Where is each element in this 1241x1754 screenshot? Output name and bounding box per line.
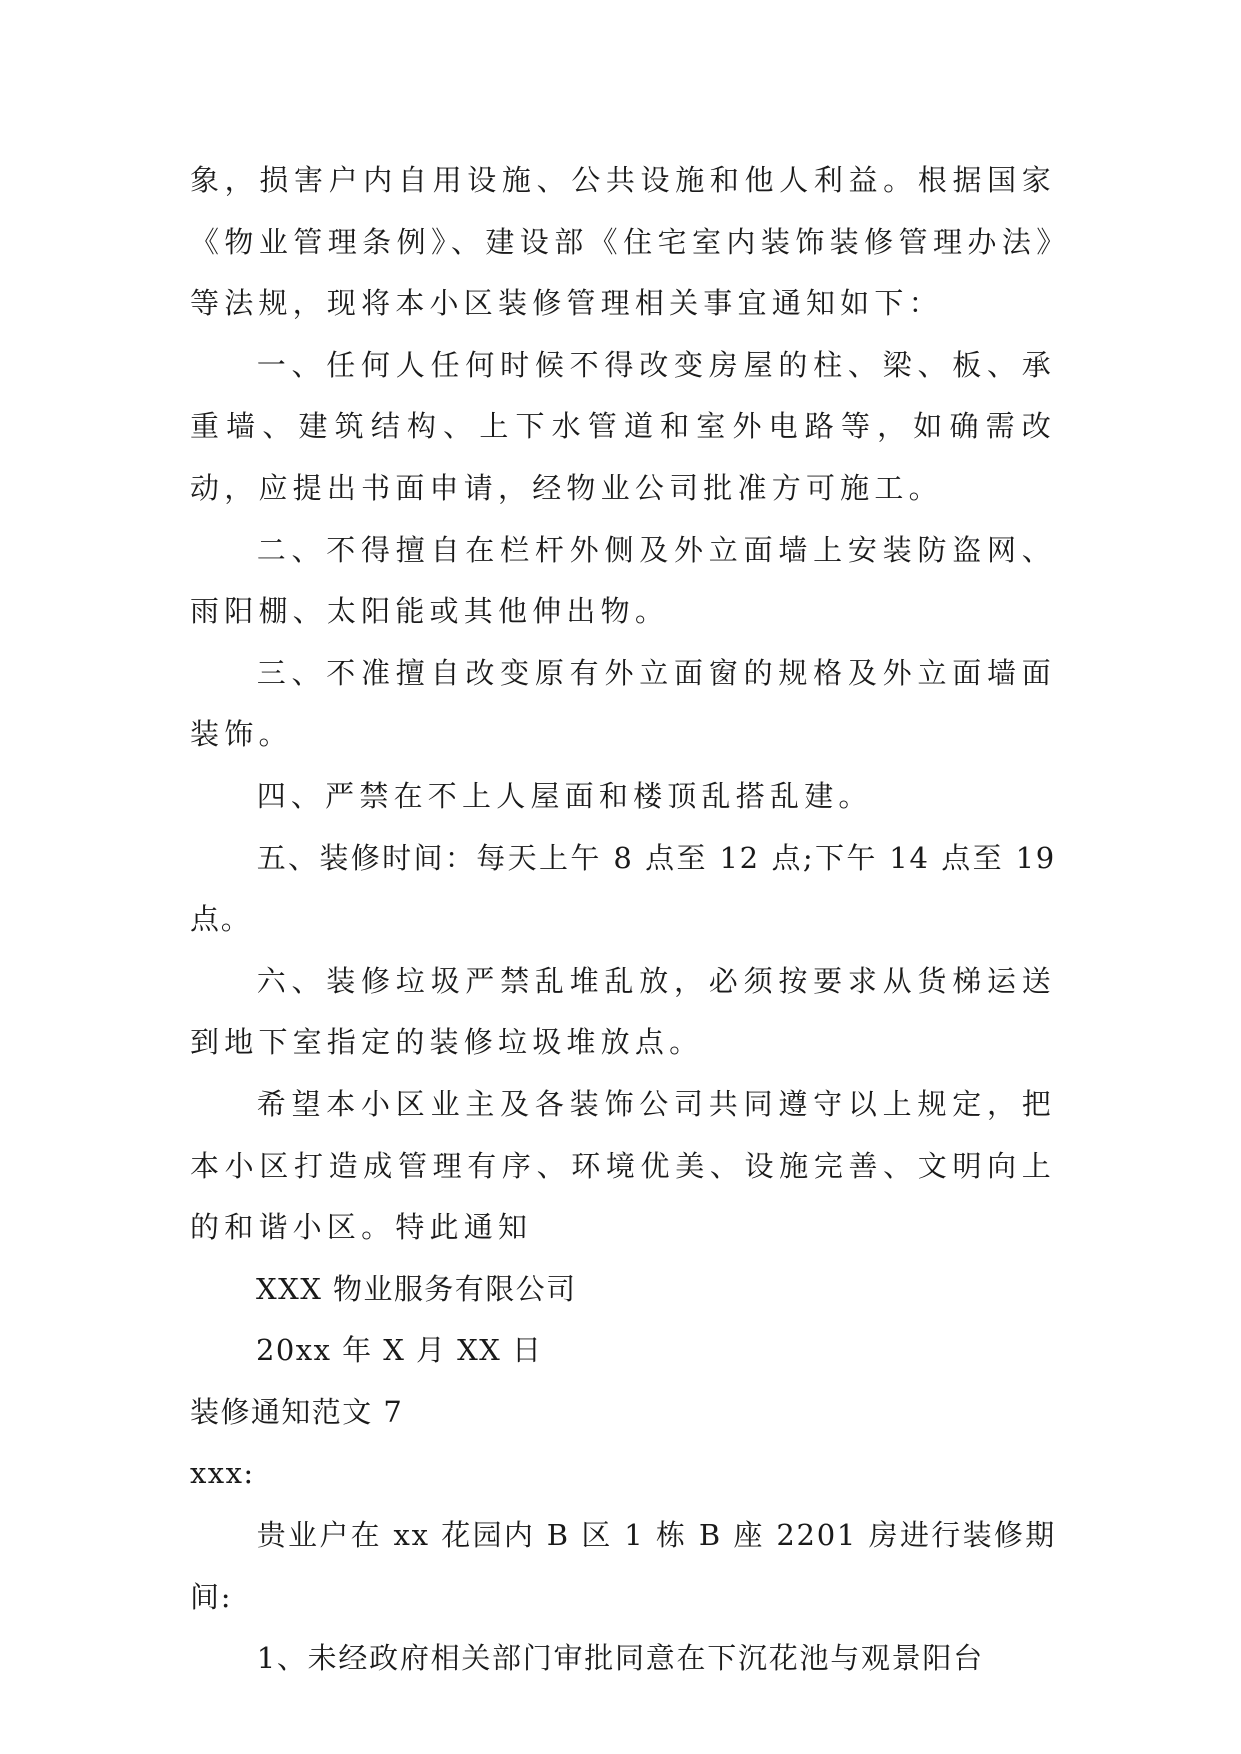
signature-date: 20xx 年 X 月 XX 日: [256, 1333, 543, 1368]
salutation: xxx:: [190, 1456, 255, 1491]
section-heading: 装修通知范文 7: [190, 1394, 404, 1429]
document-body: [190, 150, 1056, 1690]
paragraph-closing: 希望本小区业主及各装饰公司共同遵守以上规定，把本小区打造成管理有序、环境优美、设施完善、文明向上的和谐小区。特此通知: [190, 1086, 1056, 1245]
paragraph-rule-5: 五、装修时间：每天上午 8 点至 12 点;下午 14 点至 19 点。: [190, 840, 1056, 937]
paragraph-rule-1: 一、任何人任何时候不得改变房屋的柱、梁、板、承重墙、建筑结构、上下水管道和室外电路等，如确需改动，应提出书面申请，经物业公司批准方可施工。: [190, 347, 1056, 505]
paragraph-rule-2: 二、不得擅自在栏杆外侧及外立面墙上安装防盗网、雨阳棚、太阳能或其他伸出物。: [190, 532, 1056, 629]
paragraph-notice-item-1: 1、未经政府相关部门审批同意在下沉花池与观景阳台: [256, 1641, 984, 1676]
signature-company: XXX 物业服务有限公司: [256, 1271, 577, 1306]
paragraph-rule-6: 六、装修垃圾严禁乱堆乱放，必须按要求从货梯运送到地下室指定的装修垃圾堆放点。: [190, 963, 1056, 1060]
paragraph-notice-intro: 贵业户在 xx 花园内 B 区 1 栋 B 座 2201 房进行装修期间:: [190, 1518, 1056, 1614]
paragraph-rule-4: 四、严禁在不上人屋面和楼顶乱搭乱建。: [256, 778, 873, 813]
paragraph-intro: 象，损害户内自用设施、公共设施和他人利益。根据国家《物业管理条例》、建设部《住宅室内装饰装修管理办法》等法规，现将本小区装修管理相关事宜通知如下：: [190, 163, 1056, 321]
paragraph-rule-3: 三、不准擅自改变原有外立面窗的规格及外立面墙面装饰。: [190, 655, 1056, 752]
